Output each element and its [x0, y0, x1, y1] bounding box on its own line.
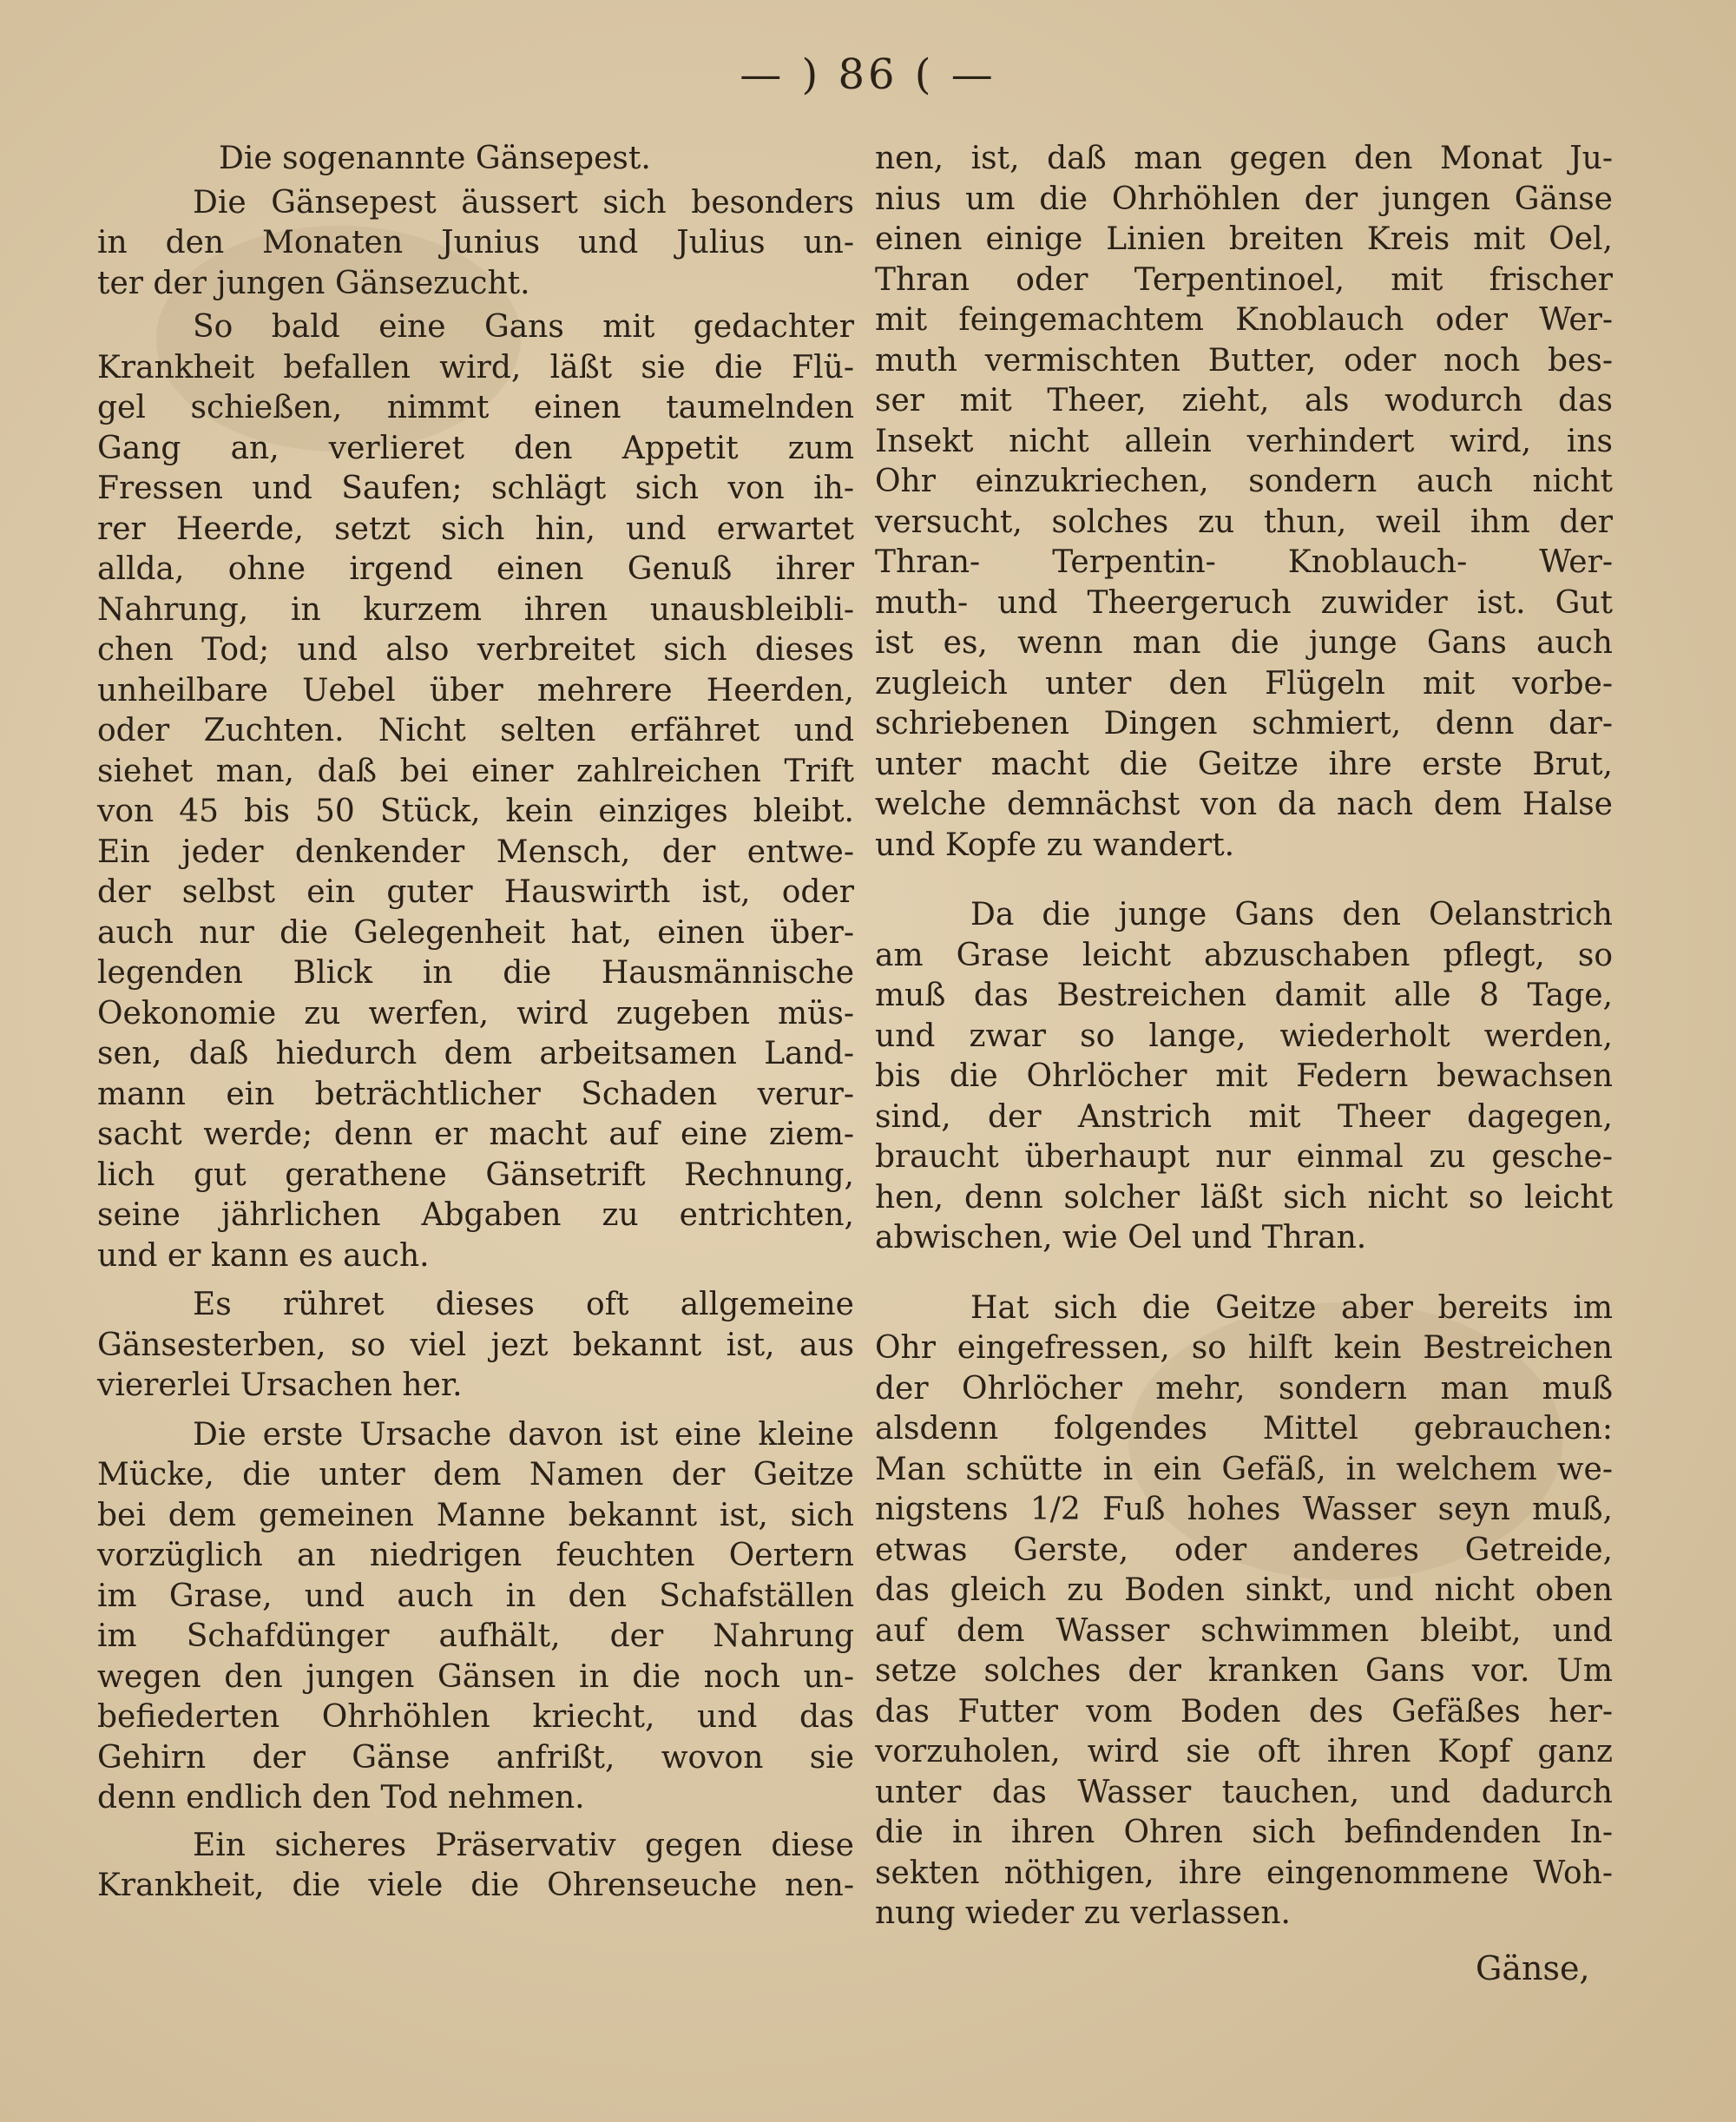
text-line: Fressen und Saufen; schlägt sich von ih-: [97, 471, 854, 506]
text-line: ser mit Theer, zieht, als wodurch das: [875, 383, 1613, 418]
text-line: der selbst ein guter Hauswirth ist, oder: [97, 874, 854, 910]
text-line: am Grase leicht abzuschaben pflegt, so: [875, 937, 1613, 973]
text-line: in den Monaten Junius und Julius un-: [97, 225, 854, 260]
paragraph: [97, 1285, 854, 1407]
text-line: Die Gänsepest äussert sich besonders: [193, 184, 854, 221]
text-line: gel schießen, nimmt einen taumelnden: [97, 390, 854, 425]
text-line: Insekt nicht allein verhindert wird, ins: [875, 423, 1613, 459]
text-line: lich gut gerathene Gänsetrift Rechnung,: [97, 1157, 854, 1193]
text-line: sacht werde; denn er macht auf eine ziem-: [97, 1117, 854, 1152]
text-line: Ein jeder denkender Mensch, der entwe-: [97, 834, 854, 870]
text-line: setze solches der kranken Gans vor. Um: [875, 1653, 1613, 1689]
text-line: mit feingemachtem Knoblauch oder Wer-: [875, 302, 1613, 338]
text-line: muth- und Theergeruch zuwider ist. Gut: [875, 584, 1613, 621]
page-number-header: — ) 86 ( —: [740, 50, 996, 99]
text-line: und Kopfe zu wandert.: [875, 827, 1235, 863]
text-line: vorzuholen, wird sie oft ihren Kopf ganz: [875, 1734, 1613, 1769]
text-line: legenden Blick in die Hausmännische: [97, 955, 854, 991]
text-line: Ein sicheres Präservativ gegen diese: [193, 1827, 854, 1863]
text-line: Nahrung, in kurzem ihren unausbleibli-: [97, 591, 854, 628]
text-line: Thran oder Terpentinoel, mit frischer: [875, 261, 1613, 298]
text-line: oder Zuchten. Nicht selten erfähret und: [97, 713, 854, 748]
text-line: ist es, wenn man die junge Gans auch: [875, 625, 1613, 661]
text-line: Thran- Terpentin- Knoblauch- Wer-: [875, 544, 1613, 580]
text-line: mann ein beträchtlicher Schaden verur-: [97, 1076, 854, 1112]
text-line: etwas Gerste, oder anderes Getreide,: [875, 1532, 1613, 1568]
text-line: nigstens 1/2 Fuß hohes Wasser seyn muß,: [875, 1492, 1613, 1527]
text-line: viererlei Ursachen her.: [97, 1367, 463, 1403]
right-column: [875, 139, 1613, 1934]
text-line: muth vermischten Butter, oder noch bes-: [875, 342, 1613, 379]
text-line: Ohr einzukriechen, sondern auch nicht: [875, 464, 1613, 499]
text-line: bei dem gemeinen Manne bekannt ist, sich: [97, 1497, 854, 1533]
text-line: vorzüglich an niedrigen feuchten Oertern: [97, 1538, 854, 1573]
text-line: seine jährlichen Abgaben zu entrichten,: [97, 1197, 854, 1233]
text-line: nung wieder zu verlassen.: [875, 1895, 1291, 1931]
text-line: muß das Bestreichen damit alle 8 Tage,: [875, 978, 1613, 1013]
text-line: die in ihren Ohren sich befindenden In-: [875, 1815, 1613, 1850]
text-line: im Grase, und auch in den Schafställen: [97, 1578, 854, 1614]
text-line: nen, ist, daß man gegen den Monat Ju-: [875, 141, 1613, 176]
text-line: Da die junge Gans den Oelanstrich: [970, 897, 1613, 932]
paragraph: [875, 1288, 1613, 1934]
paragraph: [97, 1415, 854, 1819]
text-line: auf dem Wasser schwimmen bleibt, und: [875, 1612, 1613, 1649]
text-line: das gleich zu Boden sinkt, und nicht oben: [875, 1572, 1613, 1608]
text-line: versucht, solches zu thun, weil ihm der: [875, 504, 1613, 540]
text-line: Gehirn der Gänse anfrißt, wovon sie: [97, 1739, 854, 1776]
paragraph: [97, 183, 854, 305]
catchword: Gänse,: [1476, 1949, 1590, 1987]
text-line: allda, ohne irgend einen Genuß ihrer: [97, 551, 854, 587]
text-line: einen einige Linien breiten Kreis mit Oel,: [875, 221, 1613, 257]
text-line: Es rühret dieses oft allgemeine: [193, 1287, 854, 1322]
text-line: sind, der Anstrich mit Theer dagegen,: [875, 1098, 1613, 1135]
text-line: und er kann es auch.: [97, 1237, 430, 1274]
text-line: Hat sich die Geitze aber bereits im: [970, 1289, 1613, 1326]
text-line: alsdenn folgendes Mittel gebrauchen:: [875, 1411, 1613, 1447]
text-line: Die erste Ursache davon ist eine kleine: [193, 1416, 854, 1453]
text-line: Gänsesterben, so viel jezt bekannt ist, aus: [97, 1327, 854, 1363]
paragraph: [875, 895, 1613, 1259]
section-heading: Die sogenannte Gänsepest.: [219, 141, 651, 176]
text-line: auch nur die Gelegenheit hat, einen über-: [97, 914, 854, 951]
text-line: Oekonomie zu werfen, wird zugeben müs-: [97, 995, 854, 1031]
text-line: sen, daß hiedurch dem arbeitsamen Land-: [97, 1036, 854, 1071]
paragraph: [97, 1826, 854, 1907]
text-line: befiederten Ohrhöhlen kriecht, und das: [97, 1699, 854, 1735]
text-line: zugleich unter den Flügeln mit vorbe-: [875, 665, 1613, 702]
left-column: [97, 139, 854, 1907]
text-line: chen Tod; und also verbreitet sich dieses: [97, 632, 854, 668]
text-line: schriebenen Dingen schmiert, denn dar-: [875, 706, 1613, 741]
text-line: denn endlich den Tod nehmen.: [97, 1780, 585, 1816]
text-line: wegen den jungen Gänsen in die noch un-: [97, 1658, 854, 1695]
text-line: abwischen, wie Oel und Thran.: [875, 1220, 1367, 1255]
text-line: welche demnächst von da nach dem Halse: [875, 787, 1613, 822]
text-line: siehet man, daß bei einer zahlreichen Trift: [97, 753, 854, 789]
text-line: So bald eine Gans mit gedachter: [193, 309, 854, 345]
text-line: im Schafdünger aufhält, der Nahrung: [97, 1618, 854, 1654]
text-line: das Futter vom Boden des Gefäßes her-: [875, 1693, 1613, 1730]
text-line: hen, denn solcher läßt sich nicht so leicht: [875, 1179, 1613, 1216]
text-line: bis die Ohrlöcher mit Federn bewachsen: [875, 1058, 1613, 1094]
text-line: braucht überhaupt nur einmal zu gesche-: [875, 1139, 1613, 1175]
text-line: der Ohrlöcher mehr, sondern man muß: [875, 1370, 1613, 1407]
text-line: nius um die Ohrhöhlen der jungen Gänse: [875, 181, 1613, 217]
text-line: unheilbare Uebel über mehrere Heerden,: [97, 672, 854, 708]
text-line: sekten nöthigen, ihre eingenommene Woh-: [875, 1855, 1613, 1891]
text-line: unter das Wasser tauchen, und dadurch: [875, 1774, 1613, 1810]
text-line: ter der jungen Gänsezucht.: [97, 265, 530, 301]
paragraph: [97, 307, 854, 1276]
text-line: Gang an, verlieret den Appetit zum: [97, 430, 854, 466]
text-line: von 45 bis 50 Stück, kein einziges bleibt.: [97, 794, 854, 829]
text-line: und zwar so lange, wiederholt werden,: [875, 1018, 1613, 1054]
text-line: Mücke, die unter dem Namen der Geitze: [97, 1457, 854, 1493]
paragraph: [875, 139, 1613, 866]
text-line: unter macht die Geitze ihre erste Brut,: [875, 746, 1613, 782]
text-line: rer Heerde, setzt sich hin, und erwartet: [97, 511, 854, 547]
text-line: Krankheit befallen wird, läßt sie die Flü-: [97, 349, 854, 386]
text-line: Krankheit, die viele die Ohrenseuche nen-: [97, 1868, 854, 1903]
text-line: Ohr eingefressen, so hilft kein Bestreichen: [875, 1330, 1613, 1366]
text-line: Man schütte in ein Gefäß, in welchem we-: [875, 1451, 1613, 1487]
